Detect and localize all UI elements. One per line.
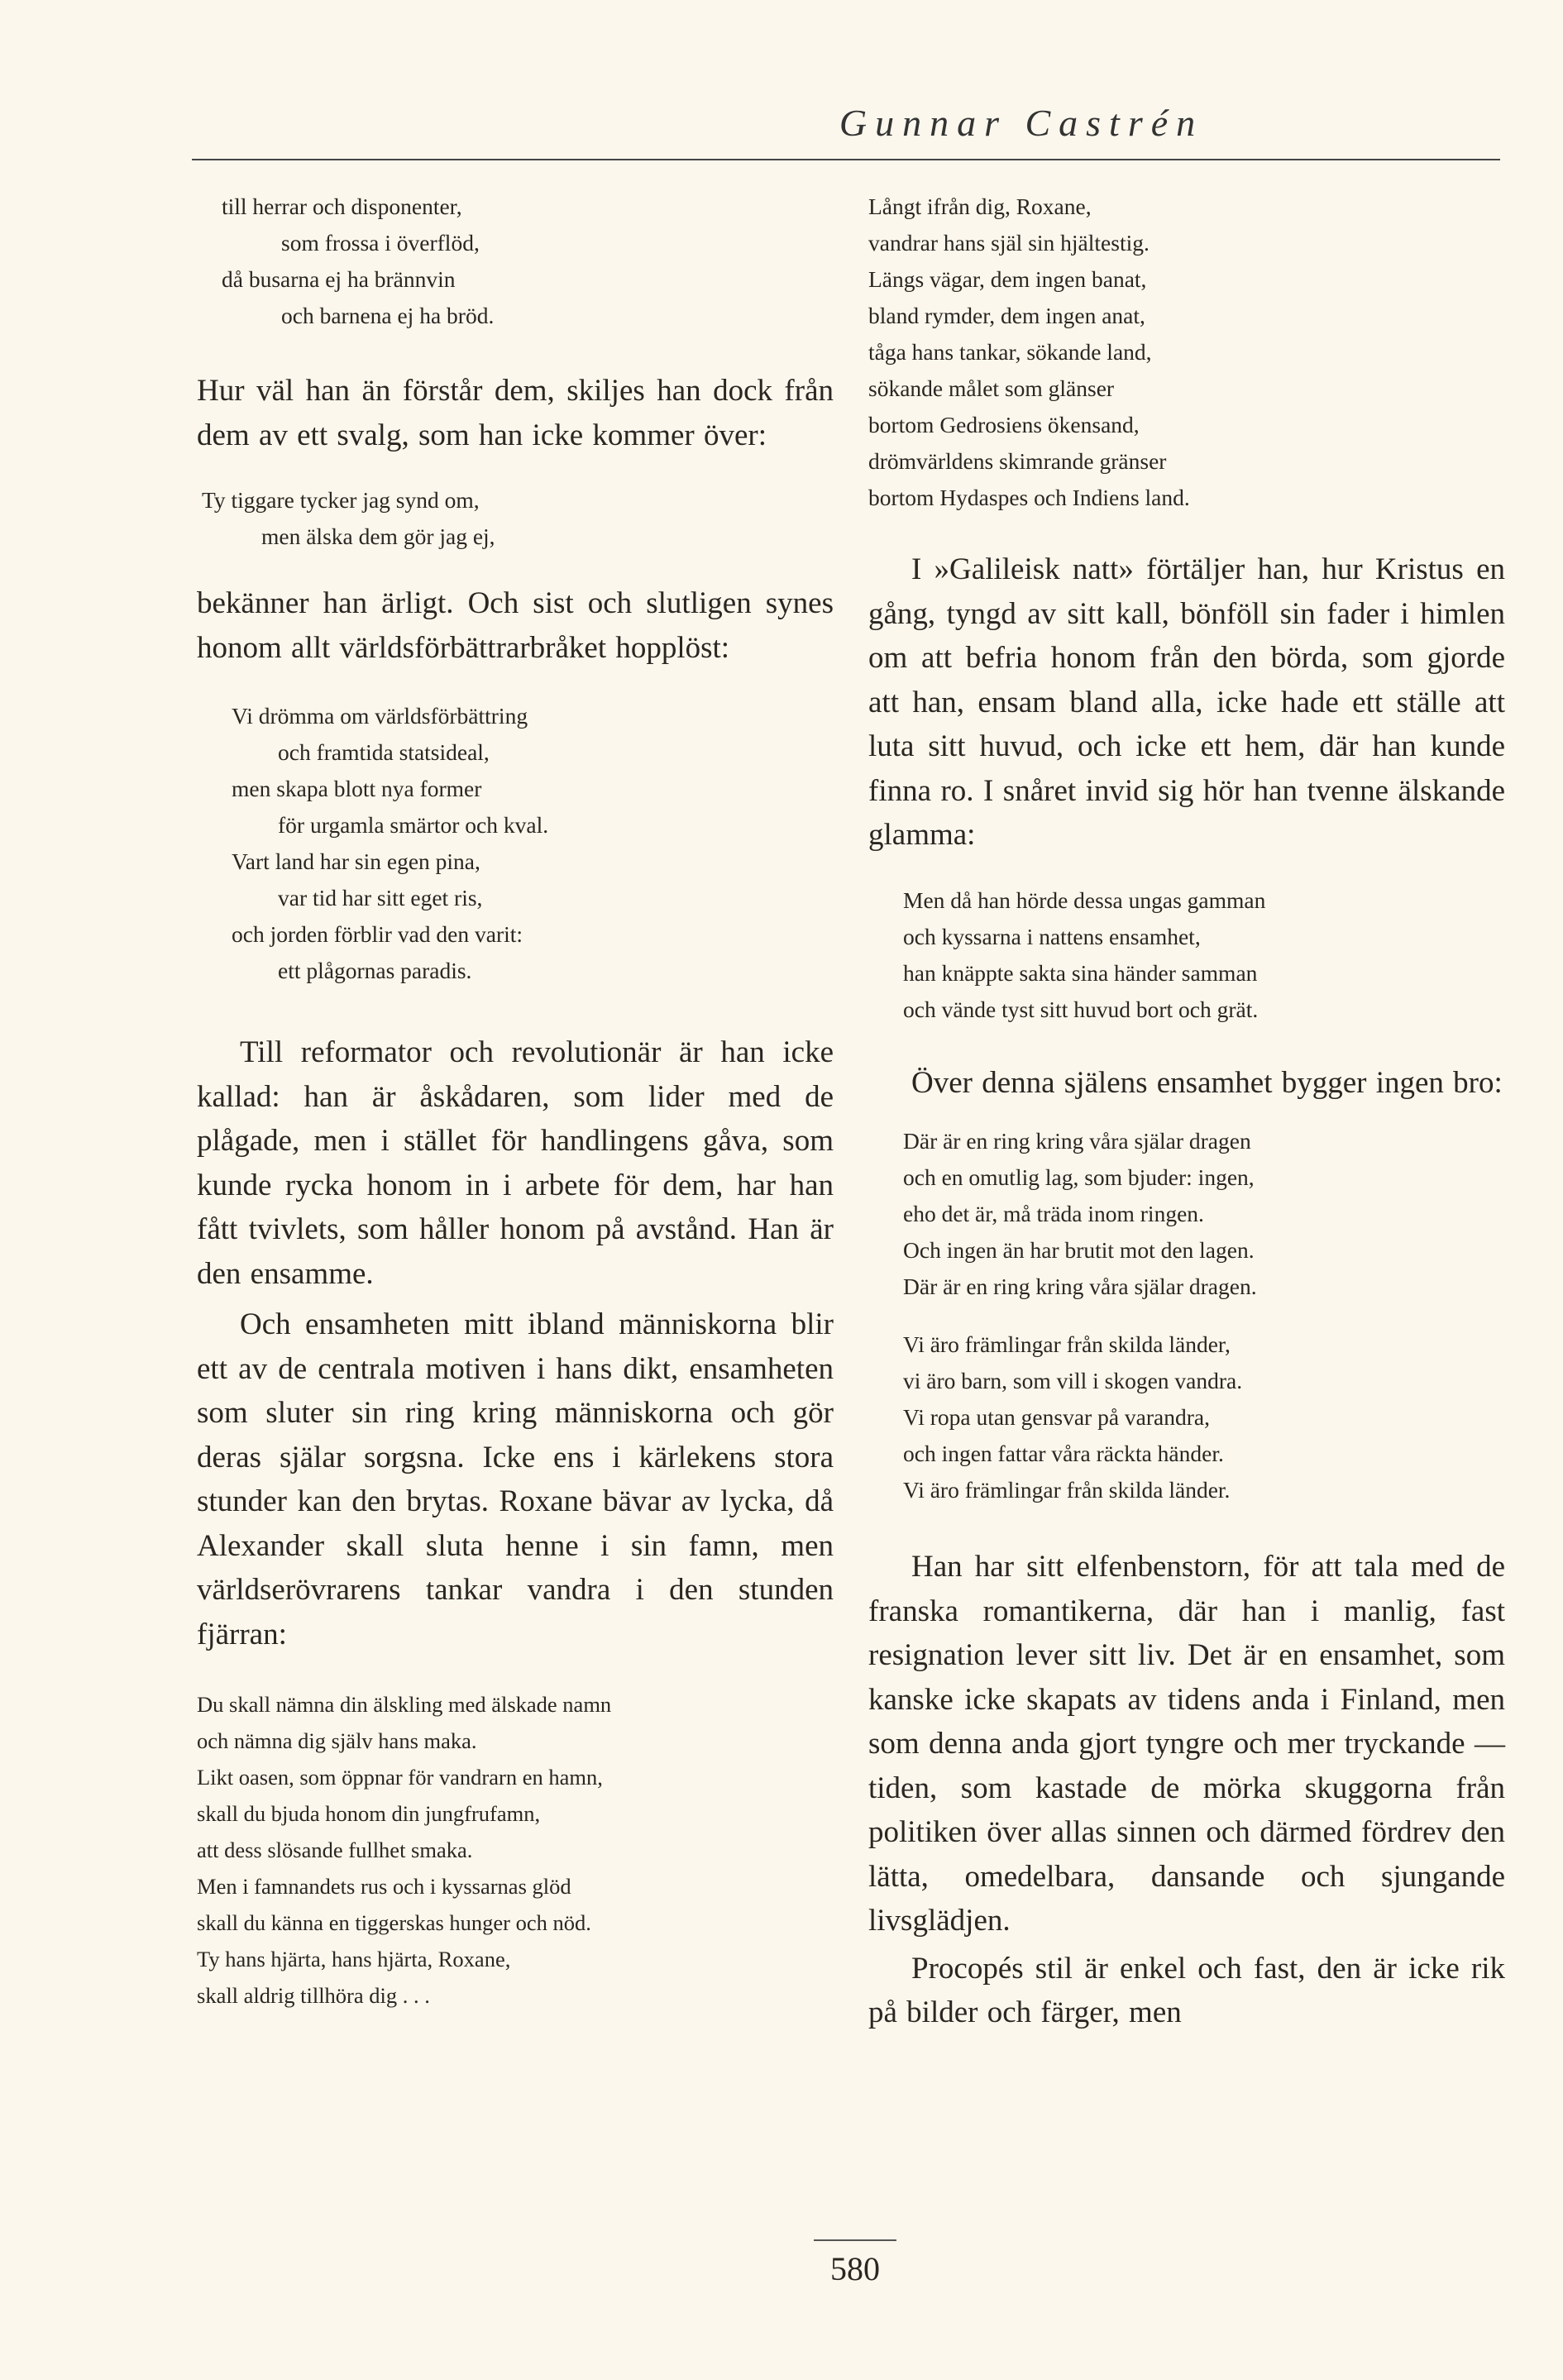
poem-line: var tid har sitt eget ris, bbox=[278, 885, 483, 910]
poem-line: för urgamla smärtor och kval. bbox=[278, 812, 549, 838]
poem-line: Långt ifrån dig, Roxane, bbox=[868, 194, 1092, 219]
poem-stanza bbox=[202, 482, 834, 555]
paragraph: Han har sitt elfenbenstorn, för att tala med de franska romantikerna, där han i manlig, fast resignation lever sitt liv. Det är en ensamhet, som kanske icke skapats av tidens anda i Finland, men som denna anda gjort tyngre och mer tryckande — tiden, som kastade de mörka skuggorna från politiken över allas sinnen och därmed fördrev den lätta, omedelbara, dansande och sjungande livsglädjen. bbox=[868, 1550, 1505, 1938]
poem-line: och jorden förblir vad den varit: bbox=[232, 921, 523, 947]
poem-line: skall du bjuda honom din jungfrufamn, bbox=[197, 1801, 541, 1826]
running-header: Gunnar Castrén bbox=[839, 102, 1204, 144]
poem-line: att dess slösande fullhet smaka. bbox=[197, 1838, 473, 1862]
poem-line: och vände tyst sitt huvud bort och grät. bbox=[903, 996, 1259, 1022]
left-column bbox=[197, 189, 834, 2014]
poem-line: Ty tiggare tycker jag synd om, bbox=[202, 487, 480, 513]
paragraph: Till reformator och revolutionär är han icke kallad: han är åskådaren, som lider med de plågade, men i stället för handlingens gåva, som kunde rycka honom in i arbete för dem, har han fått tvivlets, som håller honom på avstånd. Han är den ensamme. bbox=[197, 1035, 834, 1291]
poem-line: Du skall nämna din älskling med älskade namn bbox=[197, 1692, 612, 1717]
poem-line: Där är en ring kring våra själar dragen. bbox=[903, 1274, 1257, 1299]
poem-stanza bbox=[868, 189, 1505, 516]
poem-line: ett plågornas paradis. bbox=[278, 958, 472, 983]
poem-line: eho det är, må träda inom ringen. bbox=[903, 1201, 1204, 1226]
poem-line: Längs vägar, dem ingen banat, bbox=[868, 266, 1147, 292]
poem-line: Vi äro främlingar från skilda länder. bbox=[903, 1477, 1231, 1503]
header-rule bbox=[192, 159, 1500, 160]
poem-line: Men då han hörde dessa ungas gamman bbox=[903, 887, 1266, 913]
poem-line: han knäppte sakta sina händer samman bbox=[903, 959, 1258, 986]
poem-line: drömvärldens skimrande gränser bbox=[868, 448, 1167, 474]
paragraph: bekänner han ärligt. Och sist och slutligen synes honom allt världsförbättrarbråket hopplöst: bbox=[197, 586, 834, 665]
poem-line: till herrar och disponenter, bbox=[222, 194, 462, 219]
poem-line: och framtida statsideal, bbox=[278, 739, 490, 765]
poem-line: Likt oasen, som öppnar för vandrarn en hamn, bbox=[197, 1765, 603, 1790]
poem-line: vandrar hans själ sin hjältestig. bbox=[868, 230, 1150, 256]
poem-line: bortom Hydaspes och Indiens land. bbox=[868, 485, 1190, 510]
poem-line: Vi ropa utan gensvar på varandra, bbox=[903, 1404, 1210, 1430]
poem-line: vi äro barn, som vill i skogen vandra. bbox=[903, 1368, 1243, 1393]
paragraph: Hur väl han än förstår dem, skiljes han dock från dem av ett svalg, som han icke kommer över: bbox=[197, 374, 834, 452]
poem-line: Ty hans hjärta, hans hjärta, Roxane, bbox=[197, 1947, 511, 1971]
poem-line: bland rymder, dem ingen anat, bbox=[868, 303, 1145, 328]
poem-stanza bbox=[903, 882, 1505, 1028]
paragraph: Över denna själens ensamhet bygger ingen bro: bbox=[911, 1065, 1503, 1100]
poem-line: och ingen fattar våra räckta händer. bbox=[903, 1441, 1224, 1466]
paragraph: I »Galileisk natt» förtäljer han, hur Kristus en gång, tyngd av sitt kall, bönföll sin fader i himlen om att befria honom från den börda, som gjorde att han, ensam bland alla, icke hade ett ställe att luta sitt huvud, och icke ett hem, där han kunde finna ro. I snåret invid sig hör han tvenne älskande glamma: bbox=[868, 552, 1505, 852]
poem-line: som frossa i överflöd, bbox=[281, 230, 480, 256]
poem-stanza bbox=[232, 698, 834, 989]
poem-line: och kyssarna i nattens ensamhet, bbox=[903, 923, 1201, 949]
poem-line: tåga hans tankar, sökande land, bbox=[868, 339, 1152, 365]
paragraph: Procopés stil är enkel och fast, den är icke rik på bilder och färger, men bbox=[868, 1951, 1505, 2029]
poem-stanza bbox=[903, 1123, 1505, 1305]
poem-stanza bbox=[903, 1326, 1505, 1508]
right-column bbox=[868, 189, 1505, 2035]
poem-line: sökande målet som glänser bbox=[868, 375, 1115, 401]
poem-line: och barnena ej ha bröd. bbox=[281, 303, 495, 328]
poem-line: Och ingen än har brutit mot den lagen. bbox=[903, 1237, 1255, 1263]
poem-line: då busarna ej ha brännvin bbox=[222, 266, 456, 292]
page-number: 580 bbox=[814, 2239, 896, 2288]
poem-line: Där är en ring kring våra själar dragen bbox=[903, 1128, 1251, 1154]
poem-line: Vi äro främlingar från skilda länder, bbox=[903, 1331, 1231, 1357]
paragraph: Och ensamheten mitt ibland människorna blir ett av de centrala motiven i hans dikt, ensamheten som sluter sin ring kring människorna och gör deras själar sorgsna. Icke ens i kärlekens stora stunder kan den brytas. Roxane bävar av lycka, då Alexander skall sluta henne i sin famn, men världserövrarens tankar vandra i den stunden fjärran: bbox=[197, 1307, 834, 1651]
poem-line: men älska dem gör jag ej, bbox=[261, 523, 495, 549]
poem-line: bortom Gedrosiens ökensand, bbox=[868, 412, 1140, 437]
poem-line: Vi drömma om världsförbättring bbox=[232, 703, 528, 729]
poem-stanza bbox=[222, 189, 834, 334]
poem-stanza bbox=[197, 1686, 834, 2014]
poem-line: Men i famnandets rus och i kyssarnas glöd bbox=[197, 1874, 571, 1899]
poem-line: och en omutlig lag, som bjuder: ingen, bbox=[903, 1164, 1255, 1190]
poem-line: skall du känna en tiggerskas hunger och nöd. bbox=[197, 1910, 591, 1935]
poem-line: skall aldrig tillhöra dig . . . bbox=[197, 1983, 430, 2008]
poem-line: och nämna dig själv hans maka. bbox=[197, 1728, 477, 1753]
poem-line: men skapa blott nya former bbox=[232, 776, 482, 801]
poem-line: Vart land har sin egen pina, bbox=[232, 848, 480, 874]
